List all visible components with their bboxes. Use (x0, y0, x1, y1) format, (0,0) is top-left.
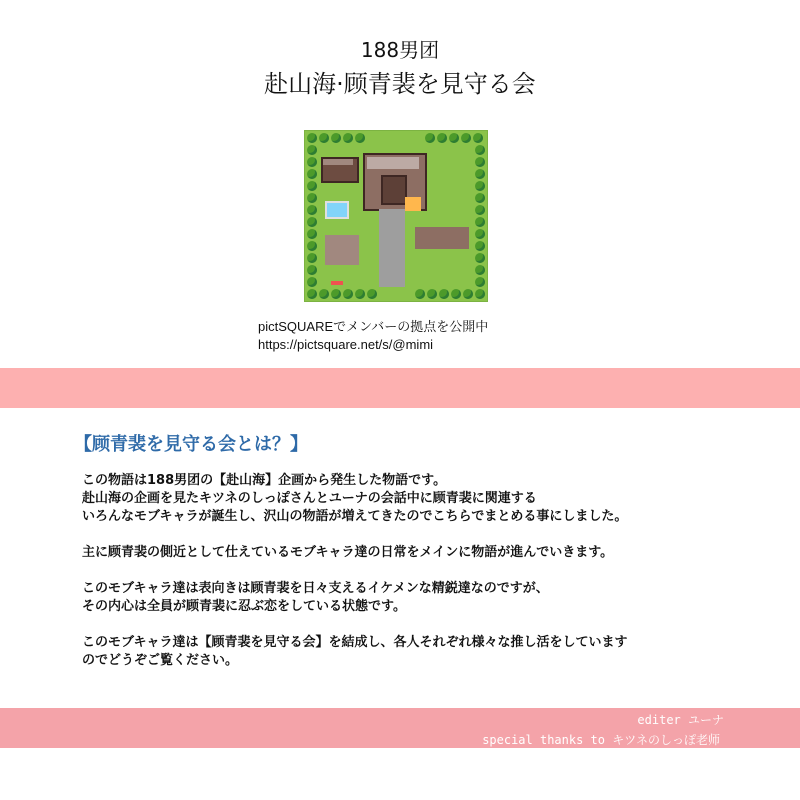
editor-credit: editer ユーナ (637, 713, 724, 727)
paragraph (82, 580, 762, 616)
top-divider-band (0, 368, 800, 408)
paragraph-line: いろんなモブキャラが誕生し、沢山の物語が増えてきたのでこちらでまとめる事にしました。 (82, 509, 628, 524)
paragraph-line: このモブキャラ達は【顾青裴を見守る会】を結成し、各人それぞれ様々な推し活をしています (82, 635, 628, 650)
page-title: 赴山海·顾青裴を見守る会 (264, 70, 536, 98)
body-text (82, 472, 762, 688)
paragraph-line: 赴山海の企画を見たキツネのしっぽさんとユーナの会話中に顾青裴に関連する (82, 491, 537, 506)
thanks-credit: special thanks to キツネのしっぽ老师 (482, 733, 720, 747)
section-title: 【顾青裴を見守る会とは？】 (74, 434, 308, 455)
paragraph-line: のでどうぞご覧ください。 (82, 653, 239, 668)
caption-line-1: pictSQUAREでメンバーの拠点を公開中 (258, 319, 489, 334)
paragraph (82, 472, 762, 526)
group-name: 188男团 (360, 38, 440, 62)
paragraph (82, 634, 762, 670)
map-caption (258, 318, 488, 354)
header (0, 36, 800, 102)
paragraph (82, 544, 762, 562)
paragraph-line: このモブキャラ達は表向きは顾青裴を日々支えるイケメンな精鋭達なのですが、 (82, 581, 549, 596)
paragraph-line: 主に顾青裴の側近として仕えているモブキャラ達の日常をメインに物語が進んでいきます。 (82, 545, 614, 560)
map-thumbnail (304, 130, 488, 302)
caption-url: https://pictsquare.net/s/@mimi (258, 337, 434, 352)
paragraph-line: この物語は188男团の【赴山海】企画から発生した物語です。 (82, 473, 447, 488)
paragraph-line: その内心は全員が顾青裴に忍ぶ恋をしている状態です。 (82, 599, 406, 614)
